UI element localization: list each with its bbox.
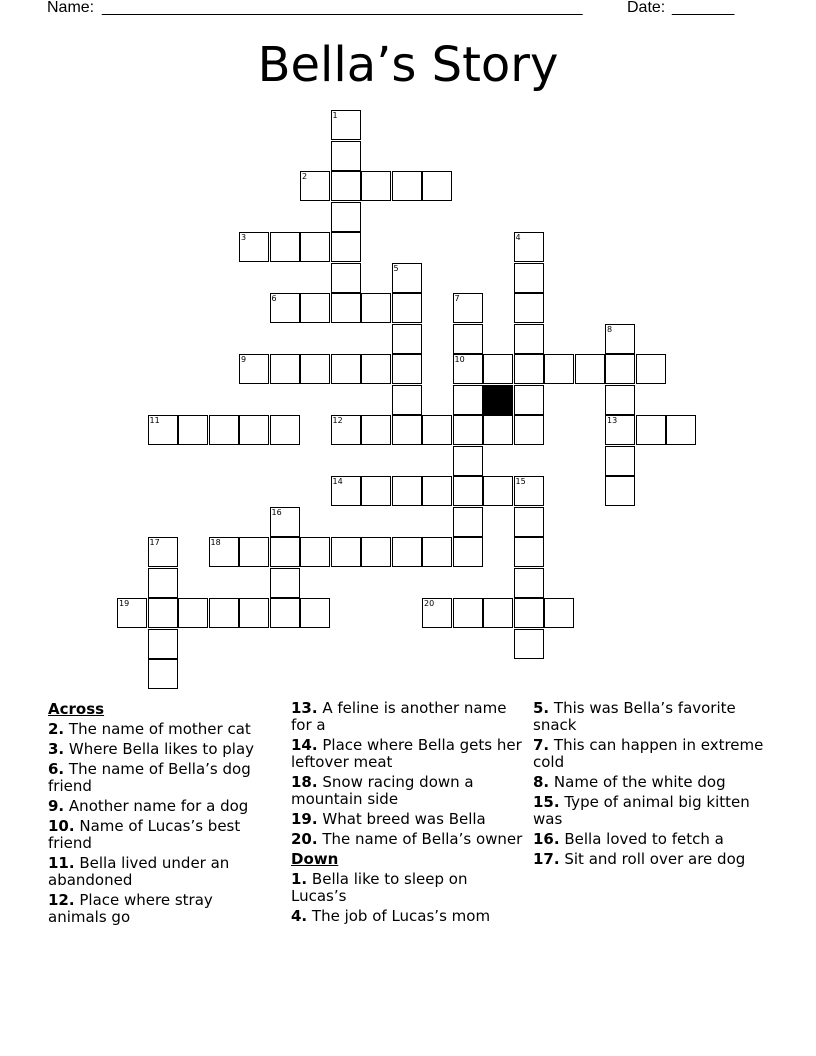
grid-cell[interactable] — [605, 324, 635, 354]
grid-cell[interactable] — [605, 354, 635, 384]
page-title: Bella’s Story — [257, 37, 559, 93]
clues-column-2 — [291, 700, 523, 928]
clue-number-label: 20 — [424, 599, 435, 608]
clue-down-15 — [533, 794, 769, 828]
clue-text: Bella lived under an abandoned — [48, 854, 230, 889]
grid-cell[interactable] — [392, 415, 422, 445]
grid-cell[interactable] — [361, 354, 391, 384]
clue-number: 5. — [533, 699, 550, 717]
grid-cell[interactable] — [605, 446, 635, 476]
clue-number-label: 15 — [515, 477, 526, 486]
clue-number-label: 1 — [332, 111, 338, 120]
grid-cell[interactable] — [514, 324, 544, 354]
clue-text: Another name for a dog — [68, 797, 249, 815]
grid-cell[interactable] — [636, 354, 666, 384]
grid-cell[interactable] — [422, 476, 452, 506]
grid-cell[interactable] — [239, 415, 269, 445]
grid-cell[interactable] — [453, 354, 483, 384]
grid-cell[interactable] — [178, 598, 208, 628]
black-square — [483, 385, 513, 415]
clue-number-label: 8 — [607, 324, 613, 334]
grid-cell[interactable] — [300, 598, 330, 628]
grid-cell[interactable] — [270, 507, 300, 537]
grid-cell[interactable] — [483, 354, 513, 384]
grid-cell[interactable] — [239, 232, 269, 262]
grid-cell[interactable] — [148, 598, 178, 628]
clue-text: What breed was Bella — [322, 810, 486, 828]
grid-cell[interactable] — [209, 537, 239, 567]
grid-cell[interactable] — [392, 354, 422, 384]
grid-cell[interactable] — [483, 415, 513, 445]
clue-down-17 — [533, 851, 769, 868]
clue-text: Place where stray animals go — [48, 891, 213, 926]
clue-number: 15. — [533, 793, 560, 811]
across-heading: Across — [48, 700, 105, 718]
clue-number: 8. — [533, 773, 550, 791]
grid-cell[interactable] — [453, 537, 483, 567]
clue-number: 17. — [533, 850, 560, 868]
grid-cell[interactable] — [331, 263, 361, 293]
grid-cell[interactable] — [605, 415, 635, 445]
grid-cell[interactable] — [239, 537, 269, 567]
clue-across-3 — [48, 741, 276, 758]
clue-number: 11. — [48, 854, 75, 872]
grid-cell[interactable] — [331, 293, 361, 323]
clue-number-label: 19 — [119, 599, 130, 608]
grid-cell[interactable] — [514, 568, 544, 598]
grid-cell[interactable] — [605, 385, 635, 415]
grid-cell[interactable] — [514, 415, 544, 445]
name-field[interactable]: ______________________________________________________ — [102, 0, 583, 16]
clue-number: 2. — [48, 720, 65, 738]
grid-cell[interactable] — [270, 568, 300, 598]
clue-text: Type of animal big kitten was — [533, 793, 750, 828]
clue-text: Name of the white dog — [553, 773, 726, 791]
clue-number: 18. — [291, 773, 318, 791]
clue-text: Bella like to sleep on Lucas’s — [291, 870, 468, 905]
grid-cell[interactable] — [361, 537, 391, 567]
grid-cell[interactable] — [605, 476, 635, 506]
grid-cell[interactable] — [422, 537, 452, 567]
clue-number-label: 10 — [454, 355, 465, 364]
grid-cell[interactable] — [453, 385, 483, 415]
clue-down-16 — [533, 831, 769, 848]
grid-cell[interactable] — [148, 629, 178, 659]
grid-cell[interactable] — [636, 415, 666, 445]
clue-down-4 — [291, 908, 523, 925]
clue-text: Bella loved to fetch a — [564, 830, 724, 848]
clue-number-label: 7 — [454, 294, 460, 303]
clue-number: 3. — [48, 740, 65, 758]
grid-cell[interactable] — [178, 415, 208, 445]
clue-number-label: 5 — [393, 263, 399, 273]
grid-cell[interactable] — [148, 659, 178, 689]
clue-text: The name of mother cat — [68, 720, 251, 738]
grid-cell[interactable] — [422, 171, 452, 201]
grid-cell[interactable] — [331, 202, 361, 232]
clue-number-label: 12 — [332, 416, 343, 425]
clue-text: The name of Bella’s dog friend — [48, 760, 251, 795]
grid-cell[interactable] — [148, 415, 178, 445]
date-label: Date: — [627, 0, 666, 16]
grid-cell[interactable] — [300, 232, 330, 262]
clue-number: 9. — [48, 797, 65, 815]
grid-cell[interactable] — [453, 446, 483, 476]
grid-cell[interactable] — [270, 415, 300, 445]
grid-cell[interactable] — [666, 415, 696, 445]
grid-cell[interactable] — [514, 263, 544, 293]
grid-cell[interactable] — [300, 293, 330, 323]
grid-cell[interactable] — [392, 324, 422, 354]
grid-cell[interactable] — [209, 598, 239, 628]
clue-number: 1. — [291, 870, 308, 888]
clue-number: 16. — [533, 830, 560, 848]
clue-number-label: 9 — [241, 355, 247, 364]
grid-cell[interactable] — [361, 476, 391, 506]
grid-cell[interactable] — [514, 537, 544, 567]
grid-cell[interactable] — [331, 232, 361, 262]
grid-cell[interactable] — [117, 598, 147, 628]
clue-text: Where Bella likes to play — [68, 740, 255, 758]
clue-across-14 — [291, 737, 523, 771]
clue-down-5 — [533, 700, 769, 734]
grid-cell[interactable] — [209, 415, 239, 445]
grid-cell[interactable] — [361, 415, 391, 445]
grid-cell[interactable] — [514, 507, 544, 537]
grid-cell[interactable] — [392, 476, 422, 506]
clue-number-label: 14 — [332, 477, 343, 486]
clue-text: Place where Bella gets her leftover meat — [291, 736, 522, 771]
clue-number: 20. — [291, 830, 318, 848]
clue-number: 6. — [48, 760, 65, 778]
grid-cell[interactable] — [300, 537, 330, 567]
grid-cell[interactable] — [270, 598, 300, 628]
grid-cell[interactable] — [514, 385, 544, 415]
grid-cell[interactable] — [331, 110, 361, 140]
clue-text: This was Bella’s favorite snack — [533, 699, 736, 734]
clues-column-3 — [533, 700, 769, 871]
clue-across-6 — [48, 761, 276, 795]
clue-across-20 — [291, 831, 523, 848]
grid-cell[interactable] — [148, 568, 178, 598]
grid-cell[interactable] — [514, 293, 544, 323]
clue-down-7 — [533, 737, 769, 771]
grid-cell[interactable] — [361, 293, 391, 323]
clue-text: Sit and roll over are dog — [564, 850, 746, 868]
grid-cell[interactable] — [239, 354, 269, 384]
grid-cell[interactable] — [453, 324, 483, 354]
grid-cell[interactable] — [300, 171, 330, 201]
clue-number-label: 17 — [149, 538, 160, 547]
grid-cell[interactable] — [361, 171, 391, 201]
clue-across-12 — [48, 892, 276, 926]
grid-cell[interactable] — [453, 507, 483, 537]
grid-cell[interactable] — [331, 476, 361, 506]
clue-number: 7. — [533, 736, 550, 754]
clue-number-label: 4 — [515, 233, 521, 242]
clue-number-label: 3 — [241, 233, 247, 242]
clue-number-label: 18 — [210, 538, 221, 547]
name-label: Name: — [47, 0, 95, 16]
grid-cell[interactable] — [270, 537, 300, 567]
grid-cell[interactable] — [483, 476, 513, 506]
clue-across-9 — [48, 798, 276, 815]
grid-cell[interactable] — [270, 232, 300, 262]
grid-cell[interactable] — [453, 598, 483, 628]
clue-number: 10. — [48, 817, 75, 835]
grid-cell[interactable] — [392, 263, 422, 293]
grid-cell[interactable] — [239, 598, 269, 628]
grid-cell[interactable] — [544, 598, 574, 628]
clue-number: 13. — [291, 699, 318, 717]
grid-cell[interactable] — [453, 476, 483, 506]
grid-cell[interactable] — [514, 232, 544, 262]
clue-text: Name of Lucas’s best friend — [48, 817, 241, 852]
clue-text: The name of Bella’s owner — [322, 830, 523, 848]
grid-cell[interactable] — [514, 354, 544, 384]
clue-number-label: 13 — [607, 416, 618, 425]
clue-across-13 — [291, 700, 523, 734]
clue-across-2 — [48, 721, 276, 738]
grid-cell[interactable] — [483, 598, 513, 628]
clue-number-label: 6 — [271, 294, 277, 303]
grid-cell[interactable] — [453, 293, 483, 323]
clue-down-1 — [291, 871, 523, 905]
grid-cell[interactable] — [331, 537, 361, 567]
clue-down-8 — [533, 774, 769, 791]
clue-across-18 — [291, 774, 523, 808]
down-heading: Down — [291, 850, 339, 868]
grid-cell[interactable] — [392, 537, 422, 567]
grid-cell[interactable] — [331, 354, 361, 384]
grid-cell[interactable] — [575, 354, 605, 384]
grid-cell[interactable] — [270, 293, 300, 323]
clue-number: 14. — [291, 736, 318, 754]
grid-cell[interactable] — [514, 476, 544, 506]
clue-across-11 — [48, 855, 276, 889]
clue-number-label: 11 — [149, 416, 160, 425]
grid-cell[interactable] — [270, 354, 300, 384]
clue-across-10 — [48, 818, 276, 852]
grid-cell[interactable] — [453, 415, 483, 445]
clue-number: 4. — [291, 907, 308, 925]
clues-column-1 — [48, 700, 276, 929]
clue-number-label: 2 — [302, 172, 308, 181]
grid-cell[interactable] — [331, 415, 361, 445]
grid-cell[interactable] — [300, 354, 330, 384]
grid-cell[interactable] — [148, 537, 178, 567]
grid-cell[interactable] — [331, 141, 361, 171]
date-field[interactable]: _______ — [672, 0, 735, 16]
grid-cell[interactable] — [514, 629, 544, 659]
grid-cell[interactable] — [544, 354, 574, 384]
clue-number: 12. — [48, 891, 75, 909]
grid-cell[interactable] — [514, 598, 544, 628]
grid-cell[interactable] — [392, 385, 422, 415]
grid-cell[interactable] — [331, 171, 361, 201]
clue-number: 19. — [291, 810, 318, 828]
clue-text: This can happen in extreme cold — [533, 736, 764, 771]
clue-text: A feline is another name for a — [291, 699, 507, 734]
clue-number-label: 16 — [271, 507, 282, 517]
clue-across-19 — [291, 811, 523, 828]
grid-cell[interactable] — [392, 171, 422, 201]
grid-cell[interactable] — [392, 293, 422, 323]
clue-text: The job of Lucas’s mom — [311, 907, 491, 925]
grid-cell[interactable] — [422, 598, 452, 628]
grid-cell[interactable] — [422, 415, 452, 445]
clue-text: Snow racing down a mountain side — [291, 773, 474, 808]
